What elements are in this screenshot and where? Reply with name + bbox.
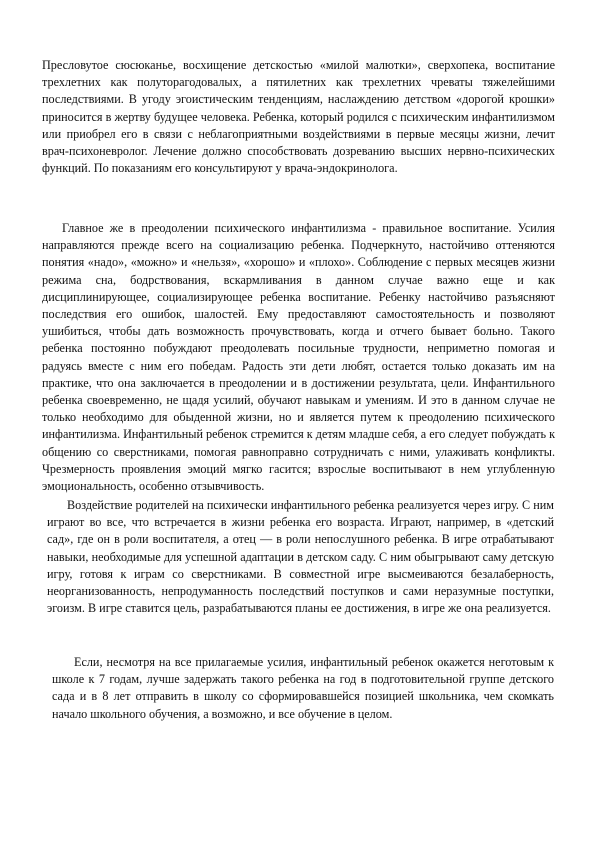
paragraph-1: Пресловутое сюсюканье, восхищение детскостью «милой малютки», сверхопека, воспитание трехлетних как полуторагодовалых, а пятилетних как трехлетних чреваты тяжелейшими последствиями. В угоду эгоистическим тенденциям, наслаждению детством «дорогой крошки» приносится в жертву будущее человека. Ребенка, который родился с психическим инфантилизмом или приобрел его в связи с неблагоприятными воздействиями в первые месяцы жизни, лечит врач-психоневролог. Лечение должно способствовать дозреванию высших нервно-психических функций. По показаниям его консультируют у врача-эндокринолога. bbox=[42, 58, 555, 176]
paragraph-3: Воздействие родителей на психически инфантильного ребенка реализуется через игру. С ним играют во все, что встречается в жизни ребенка его возраста. Играют, например, в «детский сад», где он в роли воспитателя, а отец — в роли непослушного ребенка. В игре отрабатывают навыки, необходимые для успешной адаптации в детском саду. С ним обыгрывают саму детскую игру, готовя к играм со сверстниками. В совместной игре высмеиваются безалаберность, неорганизованность, непродуманность последствий поступков и сами неразумные поступки, эгоизм. В игре ставится цель, разрабатываются планы ее достижения, в игре же она реализуется. bbox=[47, 498, 554, 616]
paragraph-2: Главное же в преодолении психического инфантилизма - правильное воспитание. Усилия направляются прежде всего на социализацию ребенка. Подчеркнуто, настойчиво оттеняются понятия «надо», «можно» и «нельзя», «хорошо» и «плохо». Соблюдение с первых месяцев жизни режима сна, бодрствования, вскармливания в данном случае важно еще и как дисциплинирующее, социализирующее ребенка воспитание. Ребенку настойчиво разъясняют последствия его ошибок, шалостей. Ему предоставляют самостоятельность и позволяют ушибиться, чтобы дать возможность прочувствовать, когда и отчего бывает больно. Такого ребенка постоянно побуждают преодолевать посильные трудности, неприметно помогая и радуясь вместе с ним его победам. Радость эти дети любят, остается только доказать им на практике, что она заключается в преодолении и в достижении результата, цели. Инфантильного ребенка своевременно, не щадя усилий, обучают навыкам и умениям. И это в данном случае не только необходимо для обыденной жизни, но и является путем к преодолению психического инфантилизма. Инфантильный ребенок стремится к детям младше себя, а его следует побуждать к общению со сверстниками, помогая равноправно сотрудничать с ними, улаживать конфликты. Чрезмерность проявления эмоций мягко гасится; взрослые воспитывают в нем углубленную эмоциональность, особенно отзывчивость. bbox=[42, 221, 555, 494]
paragraph-4: Если, несмотря на все прилагаемые усилия, инфантильный ребенок окажется неготовым к школе к 7 годам, лучше задержать такого ребенка на год в подготовительной группе детского сада и в 8 лет отправить в школу со сформировавшейся позицией школьника, чем скомкать начало школьного обучения, а возможно, и все обучение в целом. bbox=[52, 655, 554, 721]
